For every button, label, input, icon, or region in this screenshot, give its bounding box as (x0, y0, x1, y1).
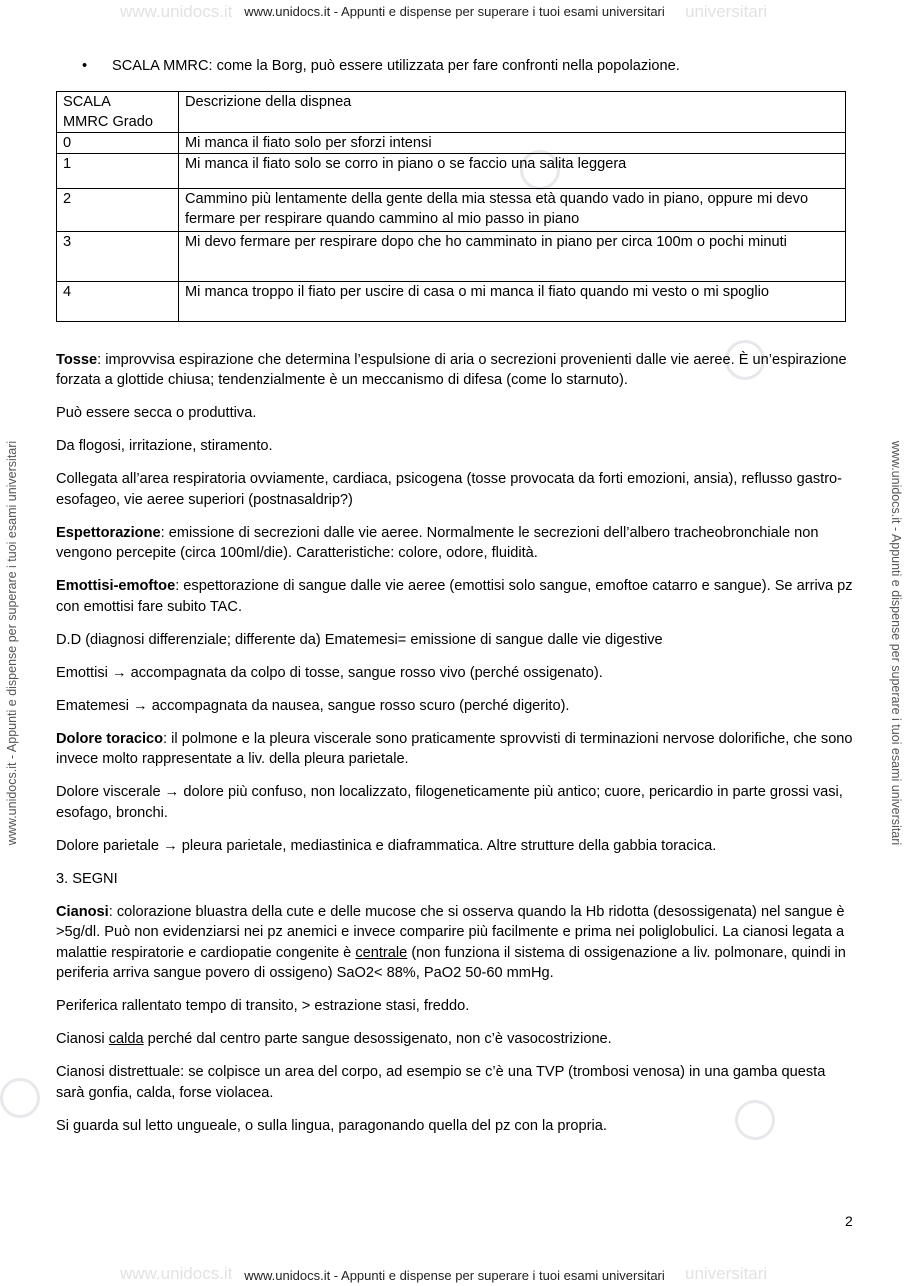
table-row (57, 132, 846, 153)
table-header-row (57, 91, 846, 132)
table-row (57, 231, 846, 281)
table-header-description: Descrizione della dispnea (179, 91, 846, 132)
bullet-text: SCALA MMRC: come la Borg, può essere utilizzata per fare confronti nella popolazione. (112, 58, 680, 74)
document-body (56, 56, 856, 1149)
table-cell-grade: 2 (57, 188, 179, 231)
paragraph-periferica: Periferica rallentato tempo di transito, > estrazione stasi, freddo. (56, 998, 470, 1014)
watermark-footer: www.unidocs.it - Appunti e dispense per superare i tuoi esami universitari (244, 1268, 665, 1283)
table-cell-description: Mi manca il fiato solo per sforzi intensi (179, 132, 846, 153)
paragraph-cianosi: Cianosi: colorazione bluastra della cute e delle mucose che si osserva quando la Hb ridotta (desossigenata) nel sangue è >5g/dl. Può non evidenziarsi nei pz anemici e invece comparire più facilmente e prima nei poliglobulici. La cianosi legata a malattie respiratorie e cardiopatie congenite è centrale (non funziona il sistema di ossigenazione a liv. polmonare, quindi in periferia arriva sangue povero di ossigeno) SaO2< 88%, PaO2 50-60 mmHg. (56, 903, 846, 981)
watermark-ghost-right: universitari (685, 2, 768, 21)
table-row (57, 153, 846, 188)
watermark-header: www.unidocs.it - Appunti e dispense per superare i tuoi esami universitari (244, 4, 665, 19)
paragraph-flogosi: Da flogosi, irritazione, stiramento. (56, 438, 273, 454)
paragraph-cianosi-distrettuale: Cianosi distrettuale: se colpisce un area del corpo, ad esempio se c’è una TVP (trombosi venosa) in una gamba questa sarà gonfia, calda, forse violacea. (56, 1064, 826, 1101)
paragraph-secca: Può essere secca o produttiva. (56, 405, 257, 421)
watermark-ghost-bottom-right: universitari (685, 1264, 768, 1283)
term-tosse: Tosse (56, 351, 98, 368)
paragraph-ematemesi-arrow: Ematemesi → accompagnata da nausea, sangue rosso scuro (perché digerito). (56, 697, 570, 714)
page-number: 2 (845, 1213, 853, 1229)
watermark-right-margin: www.unidocs.it - Appunti e dispense per superare i tuoi esami universitari (889, 440, 903, 846)
table-cell-description: Mi manca il fiato solo se corro in piano o se faccio una salita leggera (179, 153, 846, 188)
table-header-grade: SCALA MMRC Grado (57, 91, 179, 132)
table-row (57, 188, 846, 231)
paragraph-letto-ungueale: Si guarda sul letto ungueale, o sulla lingua, paragonando quella del pz con la propria. (56, 1117, 607, 1134)
paragraph-dolore-toracico: Dolore toracico: il polmone e la pleura viscerale sono praticamente sprovvisti di terminazioni nervose dolorifiche, che sono invece molto rappresentate a liv. della pleura parietale. (56, 730, 853, 767)
paragraph-dolore-parietale: Dolore parietale → pleura parietale, mediastinica e diaframmatica. Altre strutture della gabbia toracica. (56, 837, 717, 854)
table-cell-grade: 1 (57, 153, 179, 188)
term-dolore-toracico: Dolore toracico (56, 730, 164, 747)
section-heading-segni: 3. SEGNI (56, 870, 118, 887)
term-emottisi: Emottisi-emoftoe (56, 578, 176, 594)
paragraph-tosse: Tosse: improvvisa espirazione che determina l’espulsione di aria o secrezioni provenienti dalle vie aeree. È un’espirazione forzata a glottide chiusa; tendenzialmente è un meccanismo di difesa (come lo starnuto). (56, 351, 847, 388)
paragraph-dolore-viscerale: Dolore viscerale → dolore più confuso, non localizzato, filogeneticamente più antico; cuore, pericardio in parte grossi vasi, esofago, bronchi. (56, 784, 843, 821)
table-cell-grade: 4 (57, 281, 179, 321)
paragraph-emottisi-arrow: Emottisi → accompagnata da colpo di tosse, sangue rosso vivo (perché ossigenato). (56, 664, 603, 681)
term-espettorazione: Espettorazione (56, 524, 161, 541)
table-cell-description: Mi manca troppo il fiato per uscire di casa o mi manca il fiato quando mi vesto o mi spoglio (179, 281, 846, 321)
bullet-icon: • (82, 58, 88, 74)
watermark-ghost-bottom-left: www.unidocs.it (120, 1264, 233, 1283)
table-cell-description: Mi devo fermare per respirare dopo che ho camminato in piano per circa 100m o pochi minuti (179, 231, 846, 281)
paragraph-espettorazione: Espettorazione: emissione di secrezioni dalle vie aeree. Normalmente le secrezioni dell’albero tracheobronchiale non vengono percepite (circa 100ml/die). Caratteristiche: colore, odore, fluidità. (56, 524, 819, 561)
bullet-item (82, 56, 856, 77)
paragraph-dd: D.D (diagnosi differenziale; differente da) Ematemesi= emissione di sangue dalle vie digestive (56, 631, 663, 648)
paragraph-collegata: Collegata all’area respiratoria ovviamente, cardiaca, psicogena (tosse provocata da forti emozioni, ansia), reflusso gastro-esofageo, vie aeree superiori (postnasaldrip?) (56, 471, 843, 508)
paragraph-cianosi-calda: Cianosi calda perché dal centro parte sangue desossigenato, non c’è vasocostrizione. (56, 1031, 612, 1047)
unidocs-logo-icon (0, 1078, 40, 1118)
table-cell-grade: 3 (57, 231, 179, 281)
table-cell-description: Cammino più lentamente della gente della mia stessa età quando vado in piano, oppure mi devo fermare per respirare quando cammino al mio passo in piano (179, 188, 846, 231)
table-cell-grade: 0 (57, 132, 179, 153)
table-row (57, 281, 846, 321)
term-cianosi: Cianosi (56, 903, 109, 920)
mmrc-table (56, 91, 846, 322)
watermark-left-margin: www.unidocs.it - Appunti e dispense per superare i tuoi esami universitari (5, 440, 19, 846)
watermark-ghost-left: www.unidocs.it (120, 2, 233, 21)
paragraph-emottisi-emoftoe: Emottisi-emoftoe: espettorazione di sangue dalle vie aeree (emottisi solo sangue, emoftoe catarro e sangue). Se arriva pz con emottisi fare subito TAC. (56, 578, 853, 615)
